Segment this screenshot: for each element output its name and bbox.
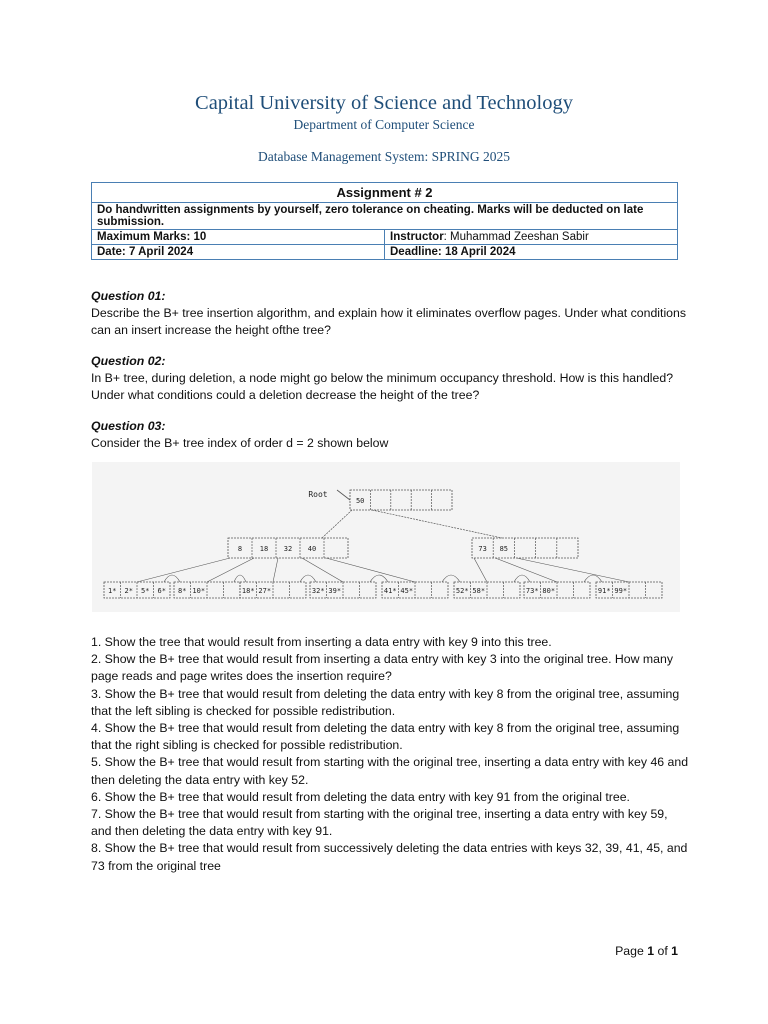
instructor-label: Instructor — [390, 231, 444, 243]
leaf-node-key: 32* — [311, 587, 325, 595]
question-label: Question 03: — [91, 419, 166, 433]
question-text: Consider the B+ tree index of order d = 2 shown below — [91, 436, 389, 450]
left-internal-node-key: 8 — [237, 545, 243, 553]
task-item: 6. Show the B+ tree that would result from deleting the data entry with key 91 from the original tree. — [91, 789, 630, 804]
question-label: Question 01: — [91, 289, 166, 303]
left-internal-node-key: 40 — [307, 545, 317, 553]
assignment-title: Assignment # 2 — [92, 183, 678, 203]
assignment-info-table — [91, 182, 678, 260]
page-number — [615, 944, 678, 958]
course-title: Database Management System: SPRING 2025 — [258, 149, 510, 164]
leaf-node-key: 2* — [124, 587, 133, 595]
bplus-tree-figure — [92, 462, 680, 612]
root-label: Root — [308, 490, 328, 499]
leaf-node-key: 45* — [400, 587, 414, 595]
root-to-left-edge — [322, 510, 352, 538]
leaf-node-key: 80* — [542, 587, 556, 595]
question-1 — [91, 288, 691, 339]
leaf-node-key: 5* — [141, 587, 150, 595]
leaf-node-key: 18* — [241, 587, 255, 595]
question-label: Question 02: — [91, 354, 166, 368]
internal-to-leaf-edge — [474, 558, 487, 582]
leaf-node-key: 6* — [157, 587, 166, 595]
root-node — [350, 490, 452, 510]
root-node-key: 50 — [355, 497, 365, 505]
page-of: of — [654, 944, 672, 958]
task-item: 3. Show the B+ tree that would result from deleting the data entry with key 8 from the original tree, assuming that the left sibling is checked for possible redistribution. — [91, 686, 680, 718]
instructor-name: : Muhammad Zeeshan Sabir — [443, 231, 589, 243]
leaf-sibling-link — [164, 575, 180, 582]
questions-section — [91, 288, 691, 466]
task-item: 7. Show the B+ tree that would result from starting with the original tree, inserting a data entry with key 59, and then deleting the data entry with key 91. — [91, 807, 668, 839]
internal-to-leaf-edge — [207, 558, 254, 582]
task-item: 5. Show the B+ tree that would result from starting with the original tree, inserting a data entry with key 46 and then deleting the data entry with key 52. — [91, 755, 689, 787]
left-internal-node-key: 18 — [259, 545, 269, 553]
leaf-sibling-link — [584, 575, 602, 582]
leaf-node-key: 73* — [525, 587, 539, 595]
internal-to-leaf-edge — [137, 558, 230, 582]
page-current: 1 — [647, 944, 655, 958]
assignment-deadline: Deadline: 18 April 2024 — [385, 245, 678, 260]
leaf-node-key: 58* — [472, 587, 486, 595]
instructor-cell — [385, 230, 678, 245]
question-3 — [91, 418, 691, 452]
root-pointer — [337, 490, 350, 500]
leaf-node-key: 52* — [455, 587, 469, 595]
leaf-node-key: 10* — [192, 587, 206, 595]
university-title: Capital University of Science and Technology — [195, 92, 573, 114]
leaf-node-key: 41* — [383, 587, 397, 595]
leaf-node-key: 27* — [258, 587, 272, 595]
question-2 — [91, 353, 691, 404]
root-to-right-edge — [372, 510, 502, 538]
internal-to-leaf-edge — [326, 558, 415, 582]
task-list — [91, 634, 691, 875]
leaf-sibling-link — [442, 575, 460, 582]
department-title: Department of Computer Science — [293, 117, 475, 132]
right-internal-node — [472, 538, 578, 558]
leaf-node-key: 1* — [108, 587, 117, 595]
right-internal-node-key: 73 — [478, 545, 487, 553]
leaf-node-key: 99* — [614, 587, 628, 595]
bplus-tree-diagram — [92, 462, 680, 612]
internal-to-leaf-edge — [495, 558, 557, 582]
leaf-sibling-link — [300, 575, 316, 582]
internal-to-leaf-edge — [516, 558, 629, 582]
assignment-date: Date: 7 April 2024 — [92, 245, 385, 260]
task-item: 1. Show the tree that would result from inserting a data entry with key 9 into this tree. — [91, 635, 552, 649]
page-total: 1 — [671, 944, 678, 958]
internal-to-leaf-edge — [302, 558, 343, 582]
question-text: Describe the B+ tree insertion algorithm, and explain how it eliminates overflow pages. Under what conditions can an insert increase the height ofthe tree? — [91, 306, 687, 337]
right-internal-node-key: 85 — [499, 545, 509, 553]
leaf-sibling-link — [514, 575, 530, 582]
page-word: Page — [615, 944, 648, 958]
leaf-node-key: 91* — [597, 587, 611, 595]
task-item: 2. Show the B+ tree that would result from inserting a data entry with key 3 into the original tree. How many page reads and page writes does the insertion require? — [91, 652, 674, 684]
internal-to-leaf-edge — [273, 558, 278, 582]
assignment-notice: Do handwritten assignments by yourself, zero tolerance on cheating. Marks will be deducted on late submission. — [92, 203, 678, 230]
task-item: 4. Show the B+ tree that would result from deleting the data entry with key 8 from the original tree, assuming that the right sibling is checked for possible redistribution. — [91, 721, 680, 753]
task-item: 8. Show the B+ tree that would result from successively deleting the data entries with keys 32, 39, 41, 45, and 73 from the original tree — [91, 841, 688, 873]
leaf-sibling-link — [234, 575, 246, 582]
leaf-node-key: 8* — [178, 587, 187, 595]
leaf-sibling-link — [370, 575, 388, 582]
question-text: In B+ tree, during deletion, a node might go below the minimum occupancy threshold. How is this handled? Under what conditions could a deletion decrease the height of the tree? — [91, 371, 674, 402]
left-internal-node-key: 32 — [283, 545, 293, 553]
leaf-node-key: 39* — [328, 587, 342, 595]
max-marks: Maximum Marks: 10 — [92, 230, 385, 245]
